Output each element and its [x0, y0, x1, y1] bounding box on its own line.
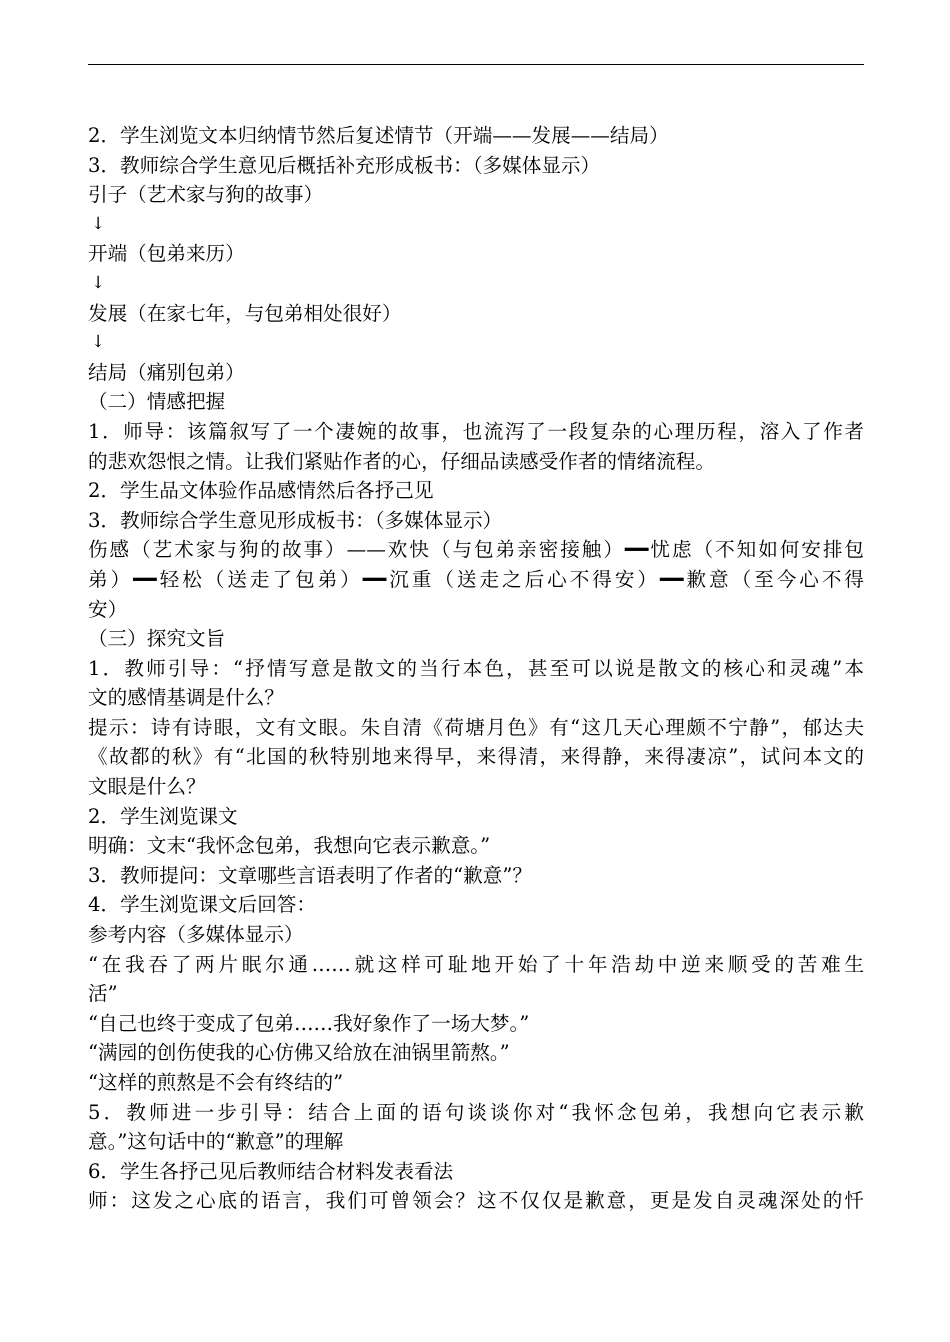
text-line: 参考内容（多媒体显示） — [88, 923, 304, 947]
text-line: 文的感情基调是什么？ — [88, 686, 284, 710]
text-line: 3．教师综合学生意见后概括补充形成板书：（多媒体显示） — [88, 153, 601, 177]
text-line: 2．学生浏览课文 — [88, 804, 238, 828]
quote-line: 活” — [88, 982, 118, 1006]
text-line: 伤感（艺术家与狗的故事）——欢快（与包弟亲密接触）━━忧虑（不知如何安排包 — [88, 538, 864, 562]
header-rule — [88, 64, 864, 65]
text-line: 弟）━━轻松（送走了包弟）━━沉重（送走之后心不得安）━━歉意（至今心不得 — [88, 567, 864, 591]
text-line: 师：这发之心底的语言，我们可曾领会？这不仅仅是歉意，更是发自灵魂深处的忏 — [88, 1189, 864, 1213]
text-line: 6．学生各抒己见后教师结合材料发表看法 — [88, 1159, 454, 1183]
quote-line: “在我吞了两片眠尔通……就这样可耻地开始了十年浩劫中逆来顺受的苦难生 — [88, 952, 864, 976]
flow-step-intro: 引子（艺术家与狗的故事） — [88, 183, 324, 207]
down-arrow-icon: ↓ — [91, 213, 106, 234]
section-heading: （二）情感把握 — [88, 390, 226, 414]
section-heading: （三）探究文旨 — [88, 627, 226, 651]
text-line: 2．学生浏览文本归纳情节然后复述情节（开端——发展——结局） — [88, 124, 669, 147]
text-line: 意。”这句话中的“歉意”的理解 — [88, 1130, 344, 1154]
text-line: 5．教师进一步引导：结合上面的语句谈谈你对“我怀念包弟，我想向它表示歉 — [88, 1100, 864, 1124]
flow-step-development: 发展（在家七年，与包弟相处很好） — [88, 301, 402, 325]
quote-line: “自己也终于变成了包弟……我好象作了一场大梦。” — [88, 1011, 530, 1035]
text-line: 2．学生品文体验作品感情然后各抒己见 — [88, 479, 434, 503]
text-line: 3．教师综合学生意见形成板书：（多媒体显示） — [88, 508, 503, 532]
down-arrow-icon: ↓ — [91, 272, 106, 293]
text-line: 《故都的秋》有“北国的秋特别地来得早，来得清，来得静，来得凄凉”，试问本文的 — [88, 745, 864, 769]
text-line: 1．师导：该篇叙写了一个凄婉的故事，也流泻了一段复杂的心理历程，溶入了作者 — [88, 419, 864, 443]
text-line: 的悲欢怨恨之情。让我们紧贴作者的心，仔细品读感受作者的情绪流程。 — [88, 449, 715, 473]
text-line: 安） — [88, 597, 128, 621]
text-line: 1．教师引导：“抒情写意是散文的当行本色，甚至可以说是散文的核心和灵魂”本 — [88, 656, 864, 680]
document-body — [88, 121, 864, 1216]
flow-step-beginning: 开端（包弟来历） — [88, 242, 245, 266]
text-line: 3．教师提问：文章哪些言语表明了作者的“歉意”？ — [88, 863, 532, 887]
text-line: 提示：诗有诗眼，文有文眼。朱自清《荷塘月色》有“这几天心理颇不宁静”，郁达夫 — [88, 715, 864, 739]
quote-line: “这样的煎熬是不会有终结的” — [88, 1071, 344, 1094]
quote-line: “满园的创伤使我的心仿佛又给放在油锅里箭熬。” — [88, 1041, 510, 1065]
text-line: 4．学生浏览课文后回答： — [88, 893, 316, 917]
text-line: 明确：文末“我怀念包弟，我想向它表示歉意。” — [88, 834, 491, 858]
flow-step-ending: 结局（痛别包弟） — [88, 360, 245, 384]
down-arrow-icon: ↓ — [91, 332, 106, 353]
text-line: 文眼是什么？ — [88, 775, 206, 799]
